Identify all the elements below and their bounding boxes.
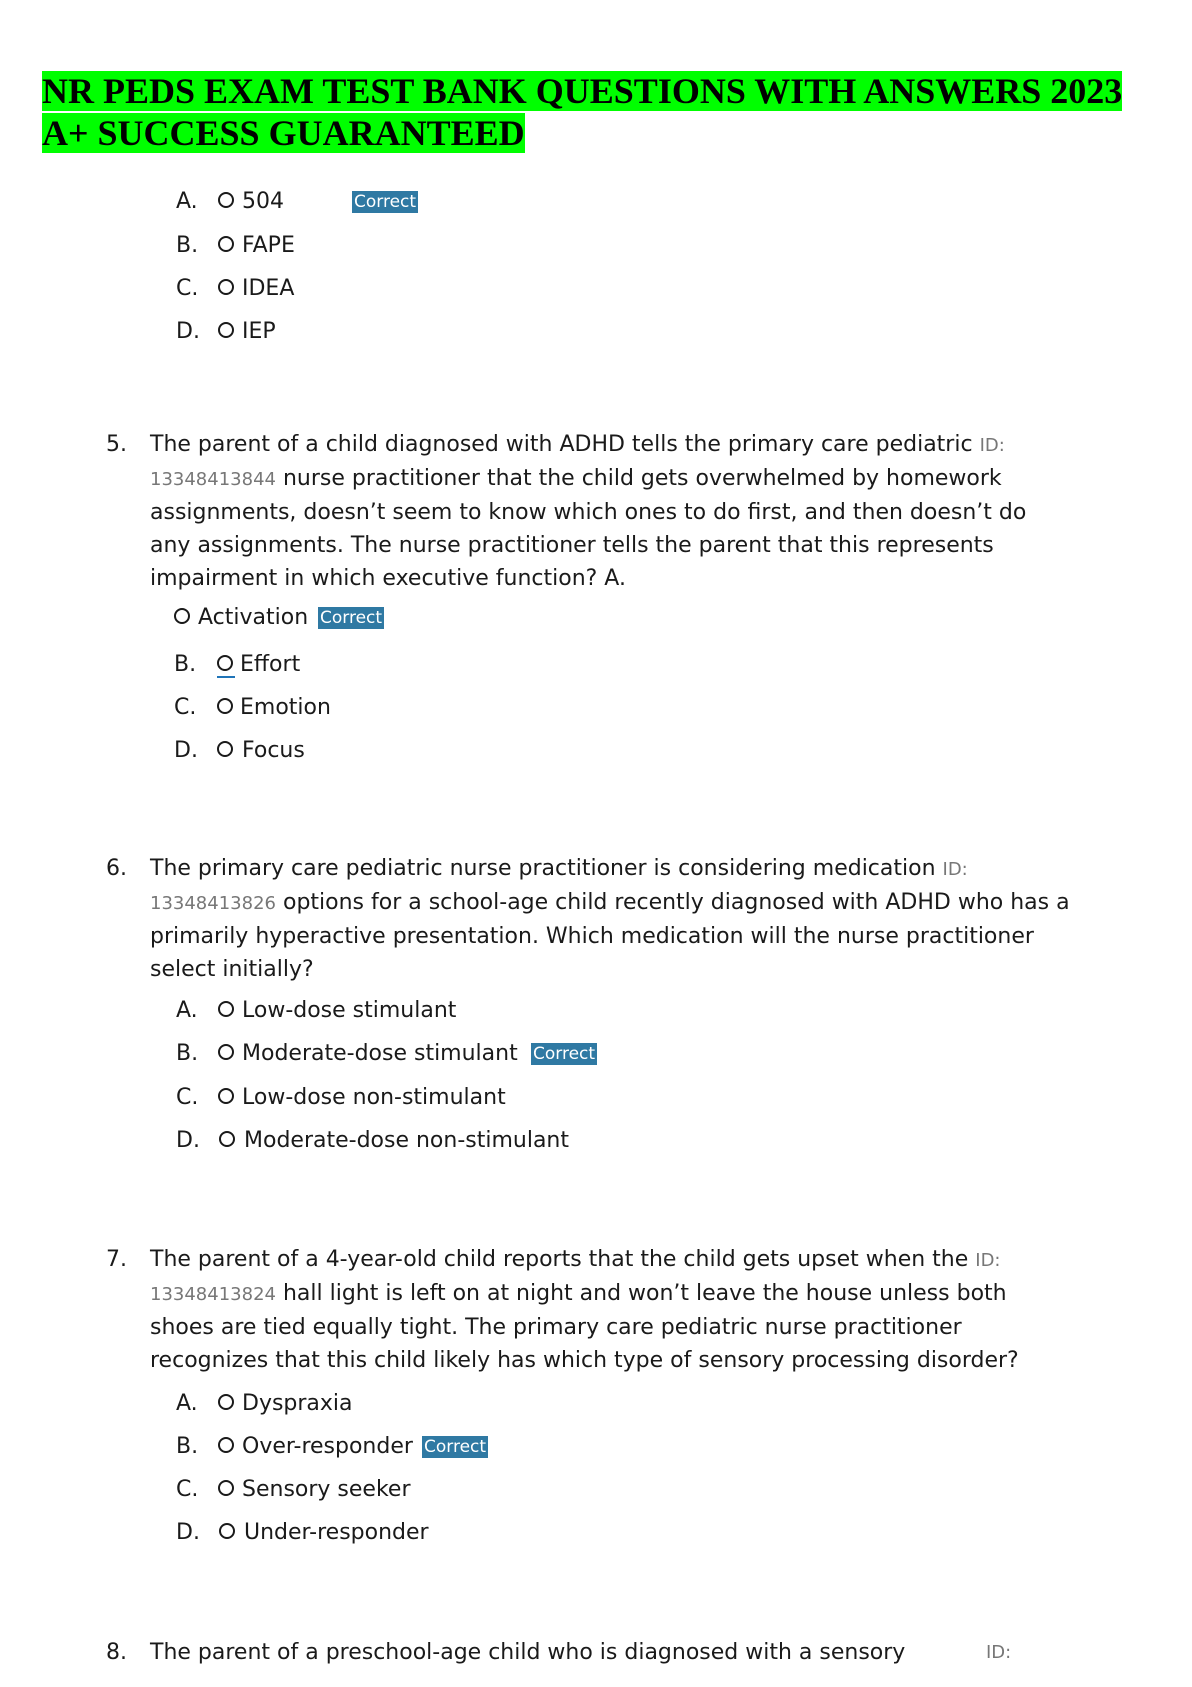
option-text: Under-responder	[244, 1520, 429, 1545]
radio-icon[interactable]	[218, 279, 234, 295]
option-letter: C.	[176, 1477, 199, 1502]
q6-option-c[interactable]	[176, 1084, 676, 1112]
option-letter: D.	[174, 738, 198, 763]
question-id: 13348413826	[150, 893, 276, 914]
radio-icon[interactable]	[174, 608, 190, 624]
q7-option-c[interactable]	[176, 1476, 676, 1504]
radio-icon[interactable]	[218, 1480, 234, 1496]
title-line-1: NR PEDS EXAM TEST BANK QUESTIONS WITH ANSWERS 2023	[42, 71, 1123, 111]
question-text-part: nurse practitioner that the child gets overwhelmed by homework assignments, doesn’t seem to know which ones to do first, and then doesn’t do any assignments. The nurse practitioner tells the parent that this represents impairment in which executive function? A.	[150, 466, 1027, 591]
option-letter: B.	[176, 1434, 199, 1459]
question-text-part: The primary care pediatric nurse practitioner is considering medication	[150, 856, 943, 881]
radio-icon[interactable]	[218, 1088, 234, 1104]
radio-icon[interactable]	[218, 1001, 234, 1017]
option-text: Low-dose non-stimulant	[242, 1085, 506, 1110]
q4-option-c[interactable]	[176, 275, 476, 303]
option-letter: B.	[176, 233, 199, 258]
option-letter: D.	[176, 1128, 200, 1153]
question-number: 7.	[106, 1247, 127, 1272]
question-number: 6.	[106, 856, 127, 881]
document-title	[42, 70, 1152, 154]
q4-option-d[interactable]	[176, 318, 476, 346]
radio-icon[interactable]	[218, 192, 234, 208]
q5-option-d[interactable]	[174, 737, 474, 765]
correct-badge: Correct	[354, 192, 417, 212]
option-text: Activation	[198, 605, 309, 630]
option-letter: A.	[176, 189, 198, 214]
question-text-part: options for a school-age child recently diagnosed with ADHD who has a primarily hyperactive presentation. Which medication will the nurse practitioner select initially?	[150, 890, 1070, 982]
q7-option-a[interactable]	[176, 1390, 676, 1418]
q4-option-a[interactable]	[176, 188, 476, 216]
option-letter: D.	[176, 319, 200, 344]
option-letter: C.	[176, 1085, 199, 1110]
question-number: 8.	[106, 1640, 127, 1665]
option-text: Focus	[242, 738, 305, 763]
correct-badge: Correct	[320, 608, 383, 628]
question-id: 13348413824	[150, 1284, 276, 1305]
question-id-label: ID:	[942, 859, 968, 880]
option-text: Effort	[240, 652, 301, 677]
q7-option-b[interactable]	[176, 1433, 676, 1461]
q6-option-d[interactable]	[176, 1127, 676, 1155]
q5-option-b[interactable]	[174, 651, 474, 679]
question-id: 13348413844	[150, 469, 276, 490]
q6-option-a[interactable]	[176, 997, 676, 1025]
question-text	[150, 428, 1070, 595]
q5-option-a[interactable]	[174, 604, 474, 632]
radio-icon-selected[interactable]	[217, 655, 233, 671]
question-id-label: ID:	[979, 435, 1005, 456]
question-text	[150, 1243, 1070, 1377]
option-text: IEP	[242, 319, 276, 344]
question-id-label: ID:	[975, 1250, 1001, 1271]
radio-icon[interactable]	[218, 322, 234, 338]
option-text: 504	[242, 189, 284, 214]
question-text	[150, 1636, 1070, 1669]
q6-option-b[interactable]	[176, 1040, 676, 1068]
option-letter: A.	[176, 1391, 198, 1416]
radio-icon[interactable]	[218, 1394, 234, 1410]
question-id-label: ID:	[986, 1642, 1012, 1663]
question-text-part: The parent of a 4-year-old child reports that the child gets upset when the	[150, 1247, 976, 1272]
option-text: Emotion	[240, 695, 331, 720]
question-number: 5.	[106, 432, 127, 457]
option-text: Moderate-dose non-stimulant	[244, 1128, 570, 1153]
q4-option-b[interactable]	[176, 232, 476, 260]
option-text: Dyspraxia	[242, 1391, 353, 1416]
option-text: Over-responder	[242, 1434, 413, 1459]
radio-icon[interactable]	[219, 1131, 235, 1147]
option-text: FAPE	[242, 233, 295, 258]
radio-icon[interactable]	[218, 1437, 234, 1453]
option-text: Low-dose stimulant	[242, 998, 457, 1023]
q7-option-d[interactable]	[176, 1519, 676, 1547]
q5-option-c[interactable]	[174, 694, 474, 722]
correct-badge: Correct	[533, 1044, 596, 1064]
option-letter: B.	[174, 652, 197, 677]
option-letter: A.	[176, 998, 198, 1023]
radio-icon[interactable]	[219, 1523, 235, 1539]
correct-badge: Correct	[424, 1437, 487, 1457]
radio-icon[interactable]	[218, 1044, 234, 1060]
question-text	[150, 852, 1070, 986]
radio-icon[interactable]	[217, 698, 233, 714]
option-letter: C.	[176, 276, 199, 301]
option-text: Sensory seeker	[242, 1477, 411, 1502]
radio-icon[interactable]	[218, 236, 234, 252]
option-letter: B.	[176, 1041, 199, 1066]
question-text-part: The parent of a child diagnosed with ADHD tells the primary care pediatric	[150, 432, 980, 457]
title-line-2: A+ SUCCESS GUARANTEED	[42, 113, 525, 153]
question-text-part: The parent of a preschool-age child who is diagnosed with a sensory	[150, 1640, 906, 1665]
option-text: IDEA	[242, 276, 295, 301]
question-text-part: hall light is left on at night and won’t leave the house unless both shoes are tied equally tight. The primary care pediatric nurse practitioner recognizes that this child likely has which type of sensory processing disorder?	[150, 1281, 1019, 1373]
radio-icon[interactable]	[217, 741, 233, 757]
option-letter: C.	[174, 695, 197, 720]
option-text: Moderate-dose stimulant	[242, 1041, 518, 1066]
option-letter: D.	[176, 1520, 200, 1545]
